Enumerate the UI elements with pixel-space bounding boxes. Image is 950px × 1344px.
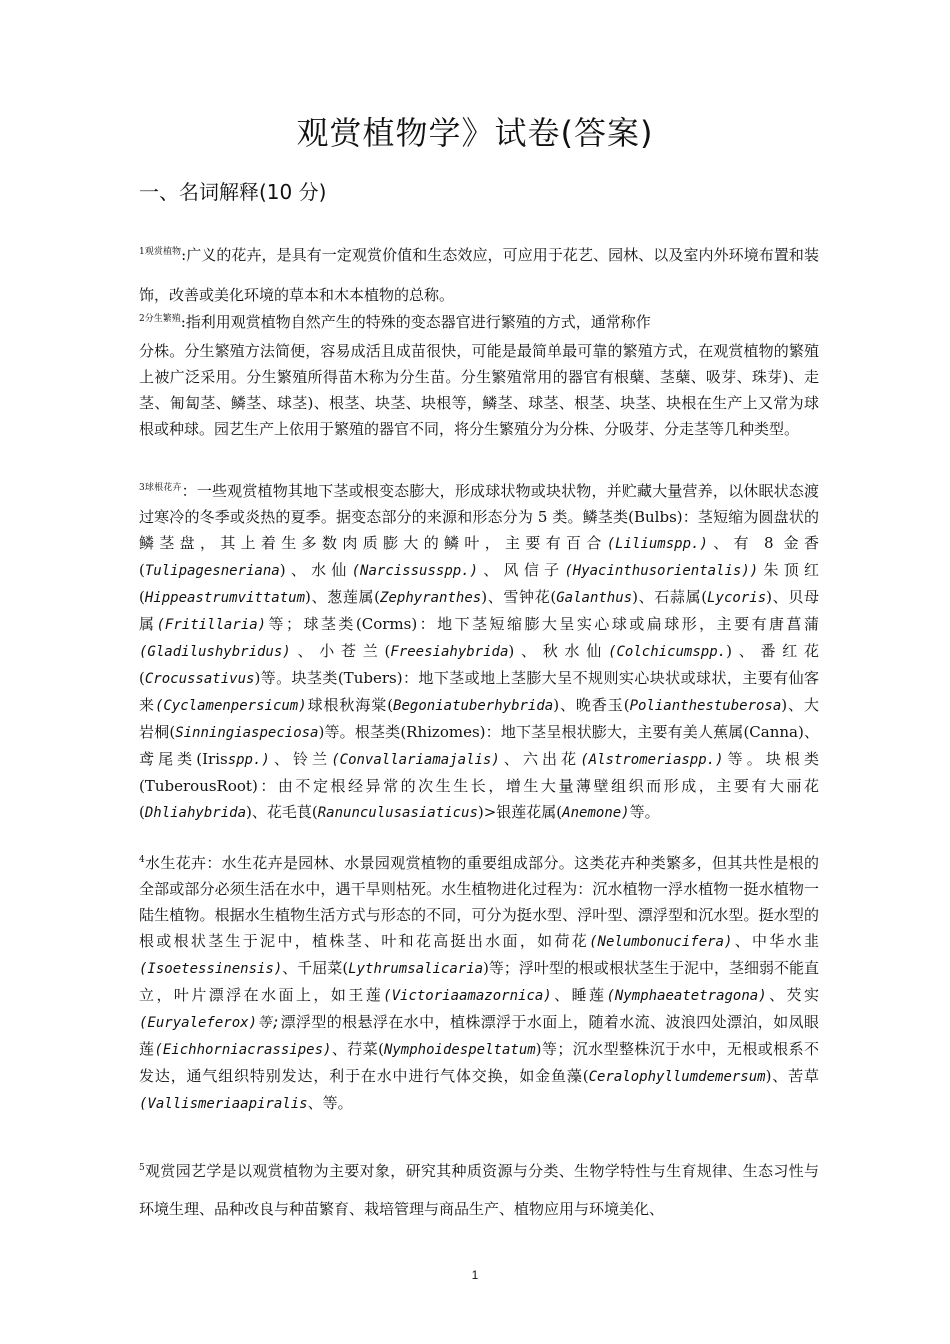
text-run: )、贝母属 [139, 588, 819, 633]
text-run: 朱顶红( [139, 561, 819, 606]
text-run: )、葱莲属( [305, 588, 381, 606]
page-title: 观赏植物学》试卷(答案) [296, 114, 654, 152]
text-run: 球根秋海棠( [306, 696, 394, 714]
latin-name: Dhliahybrida [144, 805, 247, 821]
item-text [139, 854, 819, 1112]
definition-item-3 [139, 475, 819, 826]
definition-item-2 [139, 304, 819, 337]
latin-name: (Isoetessinensis) [139, 961, 283, 977]
item-number: 5 [139, 1163, 145, 1173]
definition-item-2-continued: 分株。分生繁殖方法简便，容易成活且成苗很快，可能是最简单最可靠的繁殖方式，在观赏植物的繁殖上被广泛采用。分生繁殖所得苗木称为分生苗。分生繁殖常用的器官有根蘖、茎蘖、吸芽、珠芽)、走茎、匍匐茎、鳞茎、球茎)、根茎、块茎、块根等，鳞茎、球茎、根茎、块茎、块根在生产上又常为球根或种球。园艺生产上依用于繁殖的器官不同，将分生繁殖分为分株、分吸芽、分走茎等几种类型。 [139, 342, 819, 438]
latin-name: Lythrumsalicaria [348, 961, 484, 977]
latin-name: Ceralophyllumdemersum [588, 1069, 766, 1085]
latin-name: Hippeastrumvittatum [144, 590, 306, 606]
text-run: )>银莲花属( [477, 803, 563, 821]
latin-name: (Euryaleferox)等; [139, 1015, 281, 1031]
latin-name: (Narcissusspp.) [351, 563, 479, 579]
latin-name: spp.) [227, 752, 270, 768]
latin-name: (Colchicumspp. [608, 644, 727, 660]
text-run: )、晚香玉( [553, 696, 630, 714]
text-run: 、中华水韭 [732, 932, 819, 950]
item-text [139, 482, 819, 821]
latin-name: (Nymphaeatetragona) [606, 988, 767, 1004]
latin-name: (Hyacinthusorientalis)) [564, 563, 759, 579]
latin-name: (Victoriaamazornica) [383, 988, 552, 1004]
latin-name: (Cyclamenpersicum) [154, 698, 307, 714]
text-run: )等；沉水型整株沉于水中，无根或根系不发达，通气组织特别发达，利于在水中进行气体交换，如金鱼藻( [139, 1040, 819, 1085]
text-run: 、千屈菜( [282, 959, 349, 977]
text-run: 漂浮型的根悬浮在水中，植株漂浮于水面上，随着水流、波浪四处漂泊，如凤眼莲 [139, 1013, 819, 1058]
definition-item-1 [139, 232, 819, 315]
text-run: 、六出花 [499, 750, 581, 768]
text-run: )等。根茎类(Rhizomes)：地下茎呈根状膨大，主要有美人蕉属(Canna)、鸢尾类(Iris [139, 723, 819, 768]
latin-name: (Eichhorniacrassipes) [154, 1042, 332, 1058]
text-run: )、雪钟花( [481, 588, 557, 606]
item-text: :指利用观赏植物自然产生的特殊的变态器官进行繁殖的方式，通常称作 [180, 313, 651, 331]
text-run: )等；浮叶型的根或根状茎生于泥中，茎细弱不能直立，叶片漂浮在水面上，如王莲 [139, 959, 820, 1004]
text-run: ：一些观赏植物其地下茎或根变态膨大，形成球状物或块状物，并贮藏大量营养，以休眠状态渡过寒冷的冬季或炎热的夏季。据变态部分的来源和形态分为 5 类。鳞茎类(Bulbs)：茎短缩为圆盘状的鳞茎盘，其上着生多数肉质膨大的鳞叶，主要有百合 [139, 482, 819, 552]
text-run: 、小苍兰( [290, 642, 391, 660]
text-run: )、秋水仙 [508, 642, 609, 660]
text-run: 水生花卉：水生花卉是园林、水景园观赏植物的重要组成部分。这类花卉种类繁多，但其共性是根的全部或部分必须生活在水中，遇干旱则枯死。水生植物进化过程为：沉水植物一浮水植物一挺水植物一陆生植物。根据水生植物生活方式与形态的不同，可分为挺水型、浮叶型、漂浮型和沉水型。挺水型的根或根状茎生于泥中，植株茎、叶和花高挺出水面，如荷花 [139, 854, 819, 950]
item-number: 1 [139, 247, 145, 257]
text-run: )、番红花( [139, 642, 819, 687]
text-run: )、大岩桐( [139, 696, 819, 741]
latin-name: (Gladilushybridus) [139, 644, 291, 660]
latin-name: (Alstromeriaspp.) [580, 752, 724, 768]
latin-name: Polianthestuberosa [629, 698, 782, 714]
definition-item-4 [139, 847, 819, 1117]
latin-name: Galanthus [556, 590, 633, 606]
item-term: 观赏植物 [144, 247, 182, 257]
latin-name: Nymphoidespeltatum [383, 1042, 536, 1058]
latin-name: Sinningiaspeciosa [175, 725, 319, 741]
latin-name: Ranunculusasiaticus [317, 805, 478, 821]
latin-name: Begoniatuberhybrida [393, 698, 554, 714]
text-run: )、苦草 [765, 1067, 820, 1085]
text-run: 等。块根类(TuberousRoot)：由不定根经异常的次生生长，增生大量薄壁组织而形成，主要有大丽花( [139, 750, 819, 821]
text-run: 、有 8 金香( [139, 534, 819, 579]
latin-name: Zephyranthes [380, 590, 482, 606]
latin-name: (Vallismeriaapiralis [139, 1096, 308, 1112]
item-number: 4 [139, 855, 145, 865]
item-term: 球根花卉 [144, 483, 182, 493]
item-term: 分生繁殖 [144, 314, 181, 324]
latin-name: Lycoris [707, 590, 767, 606]
definition-item-5 [139, 1149, 819, 1228]
item-number: 2 [139, 314, 145, 324]
text-run: 、睡莲 [551, 986, 607, 1004]
text-run: 等；球茎类(Corms)：地下茎短缩膨大呈实心球或扁球形，主要有唐菖蒲 [266, 615, 819, 633]
text-run: 、芡实 [766, 986, 819, 1004]
page-number: 1 [471, 1268, 479, 1282]
item-text: 观赏园艺学是以观赏植物为主要对象，研究其种质资源与分类、生物学特性与生育规律、生态习性与环境生理、品种改良与种苗繁育、栽培管理与商品生产、植物应用与环境美化、 [139, 1162, 819, 1218]
text-run: )等。块茎类(Tubers)：地下茎或地上茎膨大呈不规则实心块状或球状，主要有仙客来 [139, 669, 819, 714]
section-heading: 一、名词解释(10 分) [139, 180, 327, 204]
latin-name: Freesiahybrida [390, 644, 509, 660]
latin-name: (Liliumspp.) [606, 536, 708, 552]
text-run: 、等。 [307, 1094, 353, 1112]
text-run: )、花毛茛( [246, 803, 318, 821]
text-run: 、风信子 [478, 561, 565, 579]
latin-name: (Convallariamajalis) [331, 752, 500, 768]
text-run: 、荇菜( [331, 1040, 384, 1058]
latin-name: (Nelumbonucifera) [589, 934, 733, 950]
text-run: )、石蒜属( [632, 588, 708, 606]
latin-name: Tulipagesneriana [144, 563, 280, 579]
latin-name: (Fritillaria) [156, 617, 267, 633]
text-run: )、水仙 [279, 561, 352, 579]
item-text: :广义的花卉，是具有一定观赏价值和生态效应，可应用于花艺、园林、以及室内外环境布置和装饰，改善或美化环境的草本和木本植物的总称。 [139, 246, 819, 304]
item-number: 3 [139, 483, 145, 493]
text-run: 、铃兰 [269, 750, 332, 768]
latin-name: Crocussativus [144, 671, 255, 687]
latin-name: Anemone) [562, 805, 630, 821]
text-run: 等。 [629, 803, 660, 821]
